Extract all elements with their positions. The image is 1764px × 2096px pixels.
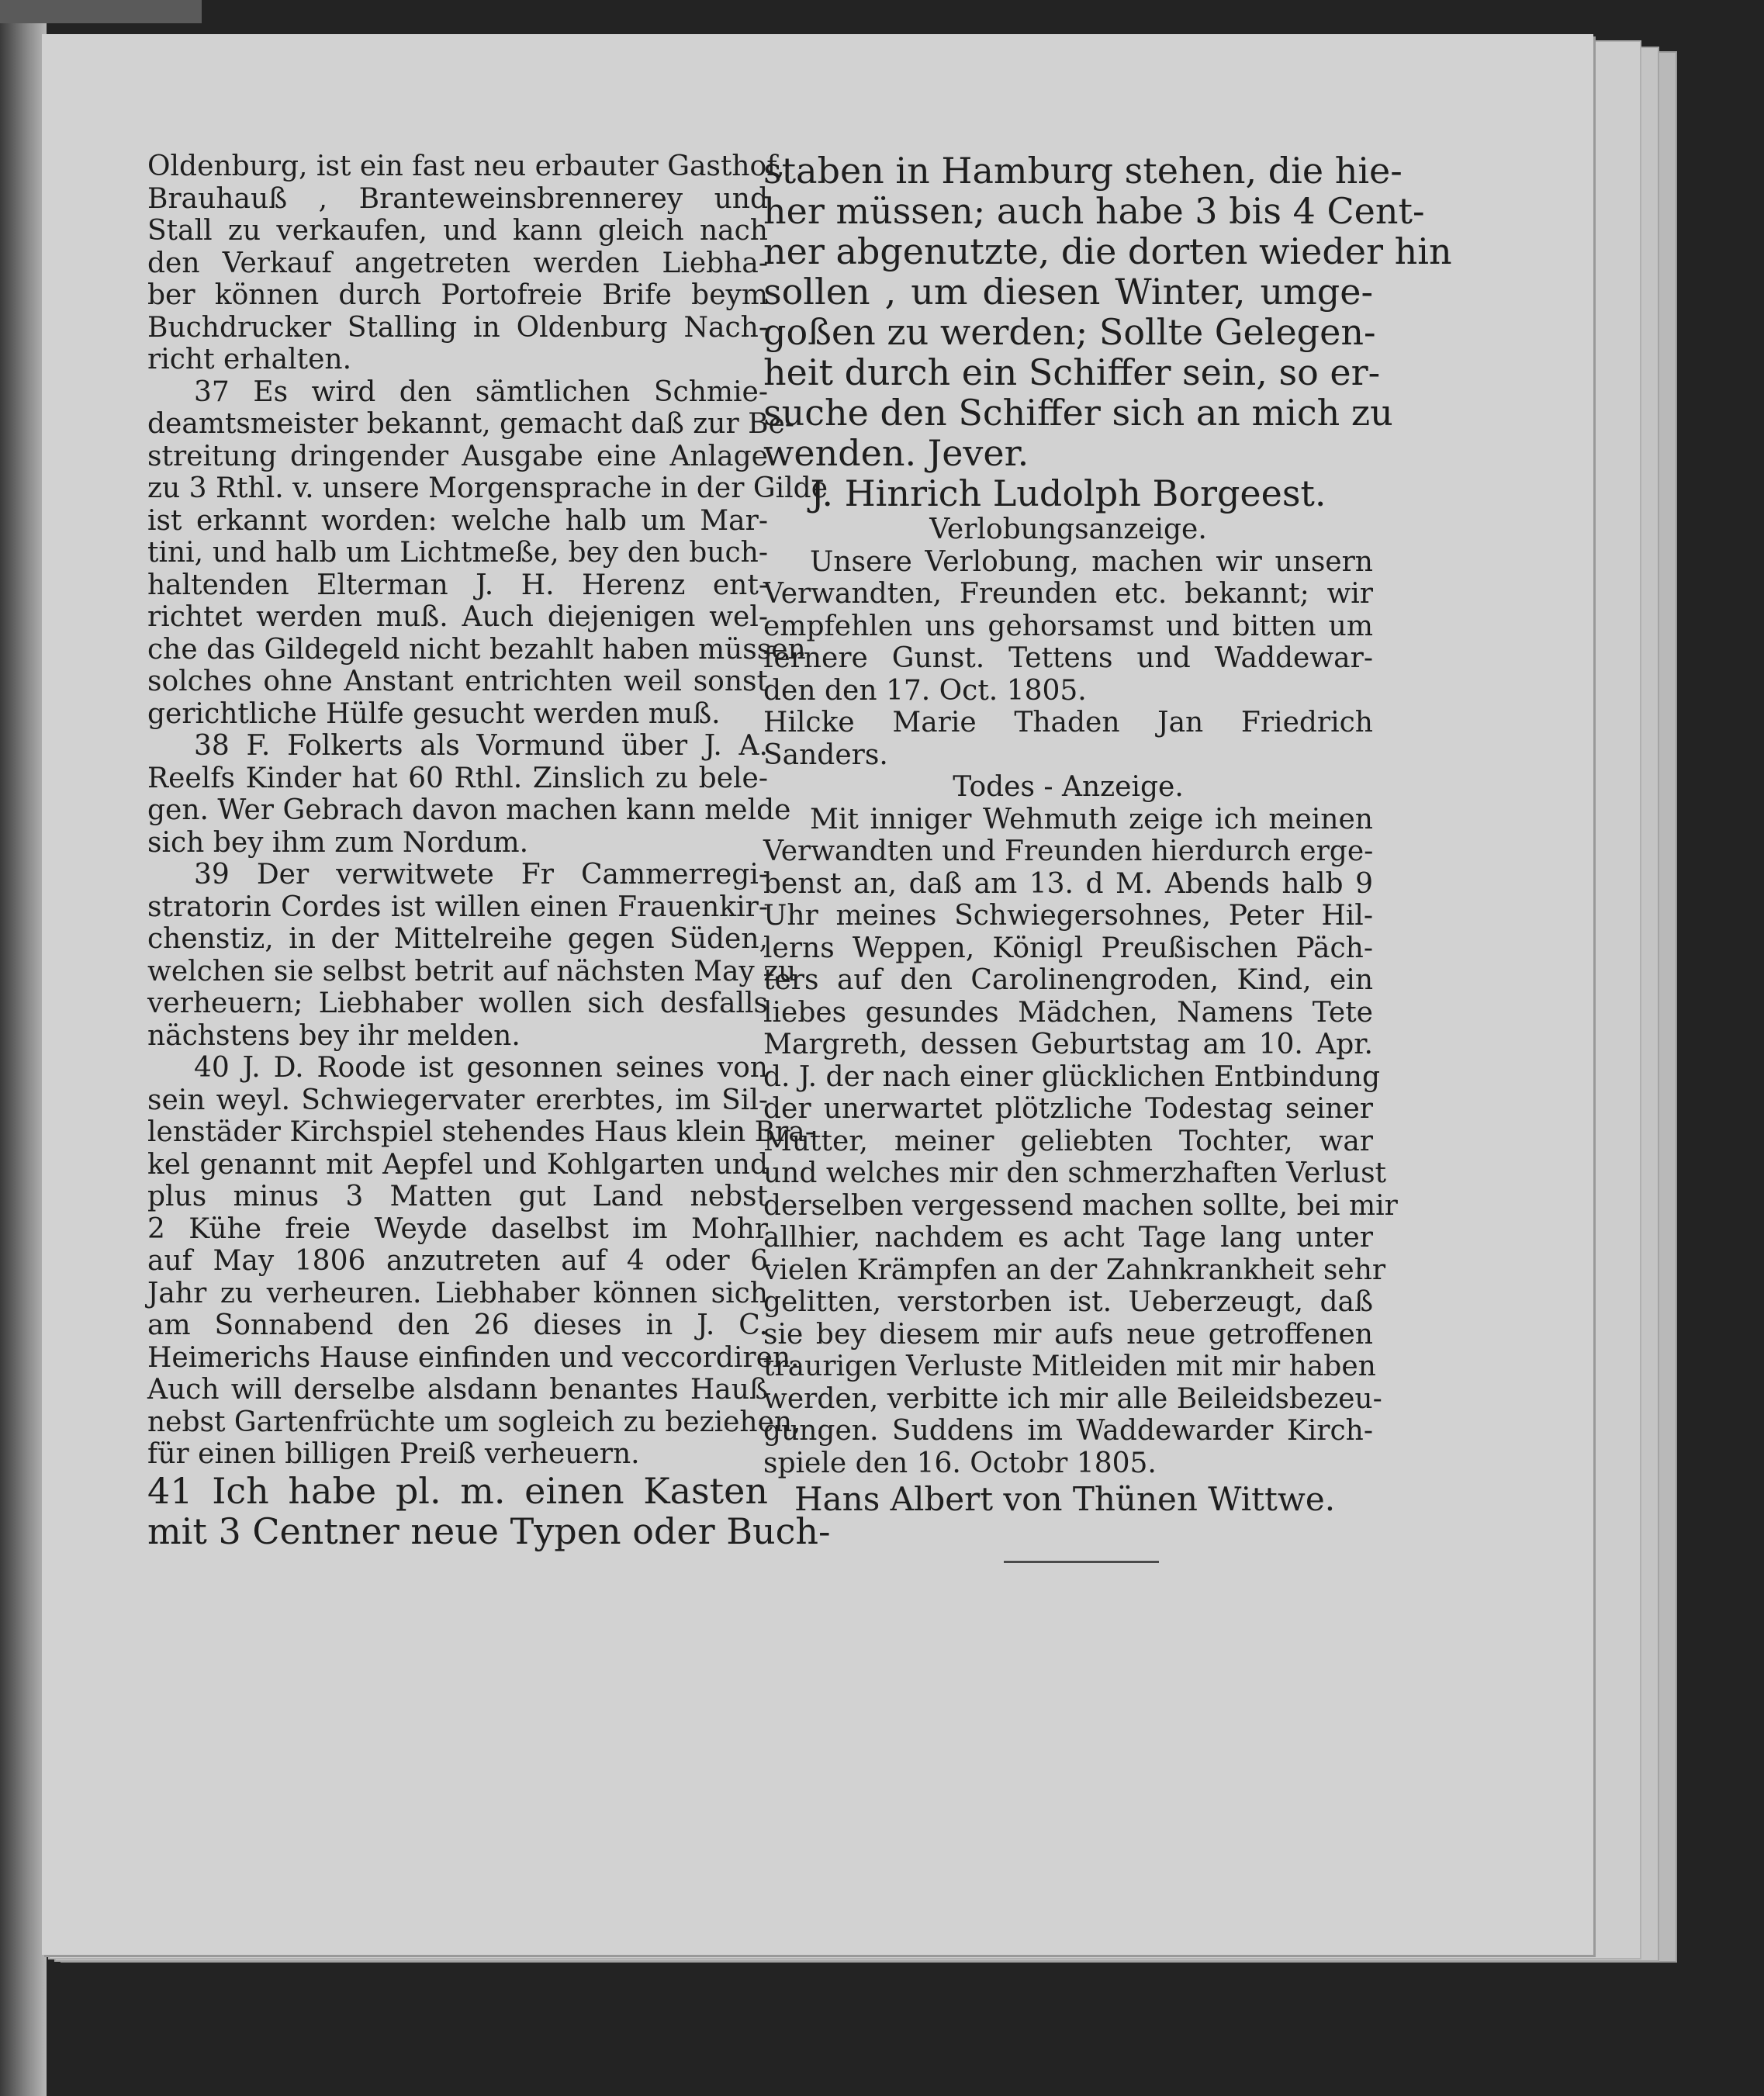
text-line: haltenden Elterman J. H. Herenz ent- [147,569,768,601]
text-line: streitung dringender Ausgabe eine Anlage [147,440,768,472]
text-line: traurigen Verluste Mitleiden mit mir haben [763,1351,1376,1382]
text-line: heit durch ein Schiffer sein, so er- [763,351,1381,393]
text-line: ner abgenutzte, die dorten wieder hin [763,230,1452,272]
text-line: stratorin Cordes ist willen einen Frauenkir- [147,891,768,923]
text-line: goßen zu werden; Sollte Gelegen- [763,311,1376,353]
newspaper-page [42,34,1593,1955]
text-line: 39 Der verwitwete Fr Cammerregi- [194,859,768,891]
right-column [763,150,1452,1520]
text-line: Verwandten, Freunden etc. bekannt; wir [763,578,1373,610]
text-line: che das Gildegeld nicht bezahlt haben müssen [147,633,806,666]
text-line: lenstäder Kirchspiel stehendes Haus klein Bra- [147,1116,815,1148]
text-line: zu 3 Rthl. v. unsere Morgensprache in der Gilde [147,472,828,504]
text-line: welchen sie selbst betrit auf nächsten May zu [147,955,797,987]
text-line: her müssen; auch habe 3 bis 4 Cent- [763,190,1425,232]
text-line: Oldenburg, ist ein fast neu erbauter Gasthof, [147,150,785,182]
text-line: gen. Wer Gebrach davon machen kann melde [147,794,791,826]
text-line: Unsere Verlobung, machen wir unsern [810,545,1373,578]
text-line: Buchdrucker Stalling in Oldenburg Nach- [147,311,768,344]
text-line: spiele den 16. Octobr 1805. [763,1447,1157,1479]
text-line: ters auf den Carolinengroden, Kind, ein [763,964,1373,996]
text-line: richtet werden muß. Auch diejenigen wel- [147,601,768,633]
text-line: gelitten, verstorben ist. Ueberzeugt, daß [763,1286,1373,1318]
text-line: sie bey diesem mir aufs neue getroffenen [763,1318,1373,1351]
text-line: Margreth, dessen Geburtstag am 10. Apr. [763,1029,1373,1060]
text-line: Jahr zu verheuren. Liebhaber können sich [147,1277,768,1309]
text-line: d. J. der nach einer glücklichen Entbindung [763,1060,1381,1093]
text-line: mit 3 Centner neue Typen oder Buch- [147,1510,831,1552]
closing-rule [1004,1561,1159,1563]
text-line: 37 Es wird den sämtlichen Schmie- [194,375,768,408]
text-line: verheuern; Liebhaber wollen sich desfalls [147,987,768,1019]
text-line: gungen. Suddens im Waddewarder Kirch- [763,1415,1373,1447]
text-line: kel genannt mit Aepfel und Kohlgarten und [147,1148,768,1181]
text-line: 40 J. D. Roode ist gesonnen seines von [194,1052,768,1084]
text-line: auf May 1806 anzutreten auf 4 oder 6 [147,1245,768,1277]
text-line: sein weyl. Schwiegervater ererbtes, im Sil- [147,1084,768,1116]
text-line: Verlobungsanzeige. [929,514,1207,545]
text-line: Todes - Anzeige. [953,771,1184,803]
text-line: ber können durch Portofreie Brife beym [147,279,768,311]
text-line: derselben vergessend machen sollte, bei mir [763,1189,1398,1222]
text-line: staben in Hamburg stehen, die hie- [763,150,1403,192]
text-line: Hans Albert von Thünen Wittwe. [794,1480,1336,1518]
binding-tape [0,0,202,23]
text-line: und welches mir den schmerzhaften Verlust [763,1157,1387,1189]
text-line: 38 F. Folkerts als Vormund über J. A. [194,730,768,762]
text-line: Reelfs Kinder hat 60 Rthl. Zinslich zu bele- [147,762,768,794]
text-line: sollen , um diesen Winter, umge- [763,271,1373,313]
text-line: Mit inniger Wehmuth zeige ich meinen [810,803,1373,835]
text-line: für einen billigen Preiß verheuern. [147,1438,640,1470]
text-line: tini, und halb um Lichtmeße, bey den buch- [147,537,768,569]
text-line: suche den Schiffer sich an mich zu [763,392,1393,434]
text-line: chenstiz, in der Mittelreihe gegen Süden, [147,923,768,955]
text-line: werden, verbitte ich mir alle Beileidsbezeu- [763,1382,1382,1415]
text-line: deamtsmeister bekannt, gemacht daß zur Be- [147,408,795,440]
text-line: 41 Ich habe pl. m. einen Kasten [147,1469,768,1512]
text-line: Uhr meines Schwiegersohnes, Peter Hil- [763,900,1373,932]
text-line: nebst Gartenfrüchte um sogleich zu beziehen, [147,1406,801,1438]
text-line: Verwandten und Freunden hierdurch erge- [763,835,1374,867]
text-line: 2 Kühe freie Weyde daselbst im Mohr [147,1212,768,1245]
text-line: fernere Gunst. Tettens und Waddewar- [763,642,1373,674]
text-line: Hilcke Marie Thaden Jan Friedrich [763,707,1373,738]
text-line: nächstens bey ihr melden. [147,1019,521,1052]
text-line: Mutter, meiner geliebten Tochter, war [763,1125,1373,1157]
text-line: liebes gesundes Mädchen, Namens Tete [763,996,1373,1029]
text-line: empfehlen uns gehorsamst und bitten um [763,610,1373,642]
text-line: lerns Weppen, Königl Preußischen Päch- [763,932,1373,964]
text-line: benst an, daß am 13. d M. Abends halb 9 [763,867,1373,900]
text-line: den Verkauf angetreten werden Liebha- [147,247,768,279]
text-line: wenden. Jever. [763,432,1029,474]
text-line: solches ohne Anstant entrichten weil sonst [147,666,768,697]
text-line: ist erkannt worden: welche halb um Mar- [147,504,768,537]
text-line: der unerwartet plötzliche Todestag seiner [763,1093,1373,1125]
text-line: am Sonnabend den 26 dieses in J. C. [147,1309,768,1341]
text-line: Brauhauß , Branteweinsbrennerey und [147,182,768,215]
text-line: vielen Krämpfen an der Zahnkrankheit sehr [763,1254,1386,1286]
text-line: J. Hinrich Ludolph Borgeest. [810,472,1326,514]
text-line: plus minus 3 Matten gut Land nebst [147,1181,768,1212]
text-line: Heimerichs Hause einfinden und veccordiren. [147,1341,800,1374]
text-line: den den 17. Oct. 1805. [763,674,1087,707]
text-line: richt erhalten. [147,344,352,375]
text-line: Stall zu verkaufen, und kann gleich nach [147,215,768,247]
text-line: allhier, nachdem es acht Tage lang unter [763,1222,1373,1254]
text-line: Sanders. [763,738,888,771]
text-line: sich bey ihm zum Nordum. [147,826,529,859]
facing-page-edge [0,23,47,2096]
text-line: gerichtliche Hülfe gesucht werden muß. [147,697,721,730]
text-line: Auch will derselbe alsdann benantes Hauß [147,1374,768,1406]
